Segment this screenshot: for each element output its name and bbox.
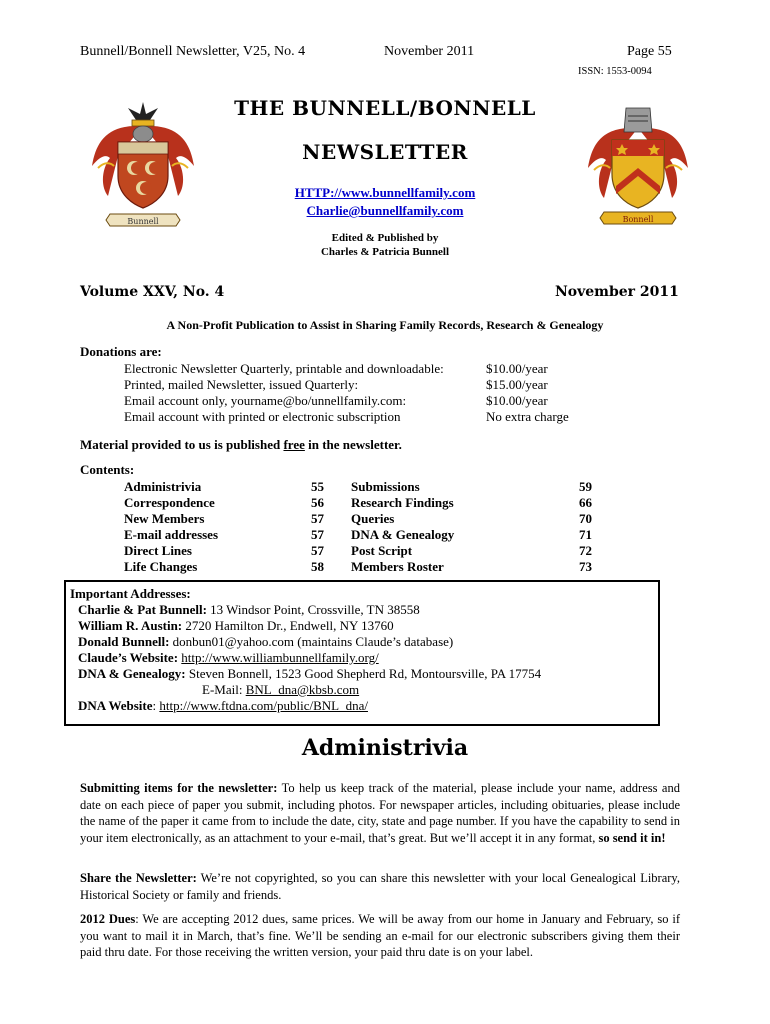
contents-item[interactable]: Queries	[351, 511, 395, 526]
contents-heading: Contents:	[80, 462, 135, 477]
administrivia-heading: Administrivia	[301, 735, 469, 761]
email-link-wrap	[0, 203, 770, 219]
paragraph-submitting-items: Submitting items for the newsletter: To help us keep track of the material, please include your name, address and date on each piece of paper you submit, including photos. For newspaper articles, including obituaries, please include the name of the paper it came from to include the date, city, state and page number. If you have the capability to send in your item electronically, as an attachment to your e-mail, that’s great. But we’ll accept it in any format, so send it in!	[80, 781, 680, 846]
contents-item[interactable]: Administrivia	[124, 479, 202, 494]
contents-page: 57	[311, 543, 324, 558]
donation-desc: Printed, mailed Newsletter, issued Quarterly:	[124, 377, 359, 392]
important-addresses-box	[64, 580, 660, 726]
contents-page: 57	[311, 527, 324, 542]
donation-price: $15.00/year	[486, 377, 548, 392]
contents-item[interactable]: New Members	[124, 511, 205, 526]
material-note: Material provided to us is published free in the newsletter.	[80, 437, 402, 452]
addresses-heading: Important Addresses:	[70, 586, 191, 601]
contents-page: 70	[579, 511, 592, 526]
running-header-date: November 2011	[384, 44, 475, 59]
donation-desc: Email account only, yourname@bo/unnellfamily.com:	[124, 393, 407, 408]
contents-item[interactable]: DNA & Genealogy	[351, 527, 455, 542]
dna-email-link[interactable]: BNL_dna@kbsb.com	[245, 682, 360, 697]
newsletter-title-line2: NEWSLETTER	[302, 140, 468, 164]
claude-website-link[interactable]: http://www.williambunnellfamily.org/	[181, 650, 379, 665]
running-header-page: Page 55	[627, 44, 672, 59]
contents-page: 66	[579, 495, 592, 510]
dna-email: E-Mail: BNL_dna@kbsb.com	[202, 682, 360, 697]
claude-website: Claude’s Website: http://www.williambunnellfamily.org/	[78, 650, 379, 665]
newsletter-title-line1: THE BUNNELL/BONNELL	[234, 96, 536, 120]
donation-desc: Electronic Newsletter Quarterly, printable and downloadable:	[124, 361, 444, 376]
contents-item[interactable]: Post Script	[351, 543, 413, 558]
contents-item[interactable]: E-mail addresses	[124, 527, 219, 542]
dna-website-link[interactable]: http://www.ftdna.com/public/BNL_dna/	[159, 698, 368, 713]
contents-page: 72	[579, 543, 592, 558]
email-link[interactable]: Charlie@bunnellfamily.com	[306, 203, 464, 218]
donation-price: No extra charge	[486, 409, 569, 424]
paragraph-share-newsletter: Share the Newsletter: We’re not copyrighted, so you can share this newsletter with your local Genealogical Library, Historical Society or family and friends.	[80, 871, 680, 902]
donation-price: $10.00/year	[486, 393, 548, 408]
contents-item[interactable]: Correspondence	[124, 495, 215, 510]
address-donald: Donald Bunnell: donbun01@yahoo.com (maintains Claude’s database)	[78, 634, 454, 649]
publication-tagline: A Non-Profit Publication to Assist in Sharing Family Records, Research & Genealogy	[166, 318, 604, 332]
donation-desc: Email account with printed or electronic subscription	[124, 409, 401, 424]
contents-item[interactable]: Direct Lines	[124, 543, 192, 558]
website-link-wrap	[0, 185, 770, 201]
volume-number: Volume XXV, No. 4	[80, 284, 225, 300]
donations-heading: Donations are:	[80, 344, 162, 359]
contents-page: 57	[311, 511, 324, 526]
running-header-left: Bunnell/Bonnell Newsletter, V25, No. 4	[80, 44, 306, 59]
website-link[interactable]: HTTP://www.bunnellfamily.com	[294, 185, 476, 200]
address-william: William R. Austin: 2720 Hamilton Dr., Endwell, NY 13760	[78, 618, 394, 633]
address-dna-genealogy: DNA & Genealogy: Steven Bonnell, 1523 Good Shepherd Rd, Montoursville, PA 17754	[78, 666, 542, 681]
contents-page: 58	[311, 559, 324, 574]
issn-number: ISSN: 1553-0094	[578, 66, 652, 77]
crest-right-label: Bonnell	[622, 215, 654, 224]
contents-page: 56	[311, 495, 324, 510]
contents-page: 59	[579, 479, 592, 494]
publishers-line: Charles & Patricia Bunnell	[320, 246, 450, 258]
contents-item[interactable]: Submissions	[351, 479, 420, 494]
contents-item[interactable]: Research Findings	[351, 495, 454, 510]
crest-left-label: Bunnell	[127, 217, 159, 226]
paragraph-2012-dues: 2012 Dues: We are accepting 2012 dues, same prices. We will be away from our home in January and February, so if you want to mail it in March, that’s fine. We’ll be sending an e-mail for our electronic subscribers giving them their paid thru date. For those receiving the written version, your paid thru date is on your label.	[80, 912, 680, 960]
contents-item[interactable]: Members Roster	[351, 559, 444, 574]
contents-item[interactable]: Life Changes	[124, 559, 198, 574]
address-charlie: Charlie & Pat Bunnell: 13 Windsor Point, Crossville, TN 38558	[78, 602, 420, 617]
contents-page: 55	[311, 479, 324, 494]
donation-price: $10.00/year	[486, 361, 548, 376]
contents-page: 73	[579, 559, 592, 574]
dna-website: DNA Website: http://www.ftdna.com/public/BNL_dna/	[78, 698, 368, 713]
issue-date: November 2011	[555, 284, 679, 300]
contents-page: 71	[579, 527, 592, 542]
edited-by-line: Edited & Published by	[331, 232, 439, 244]
